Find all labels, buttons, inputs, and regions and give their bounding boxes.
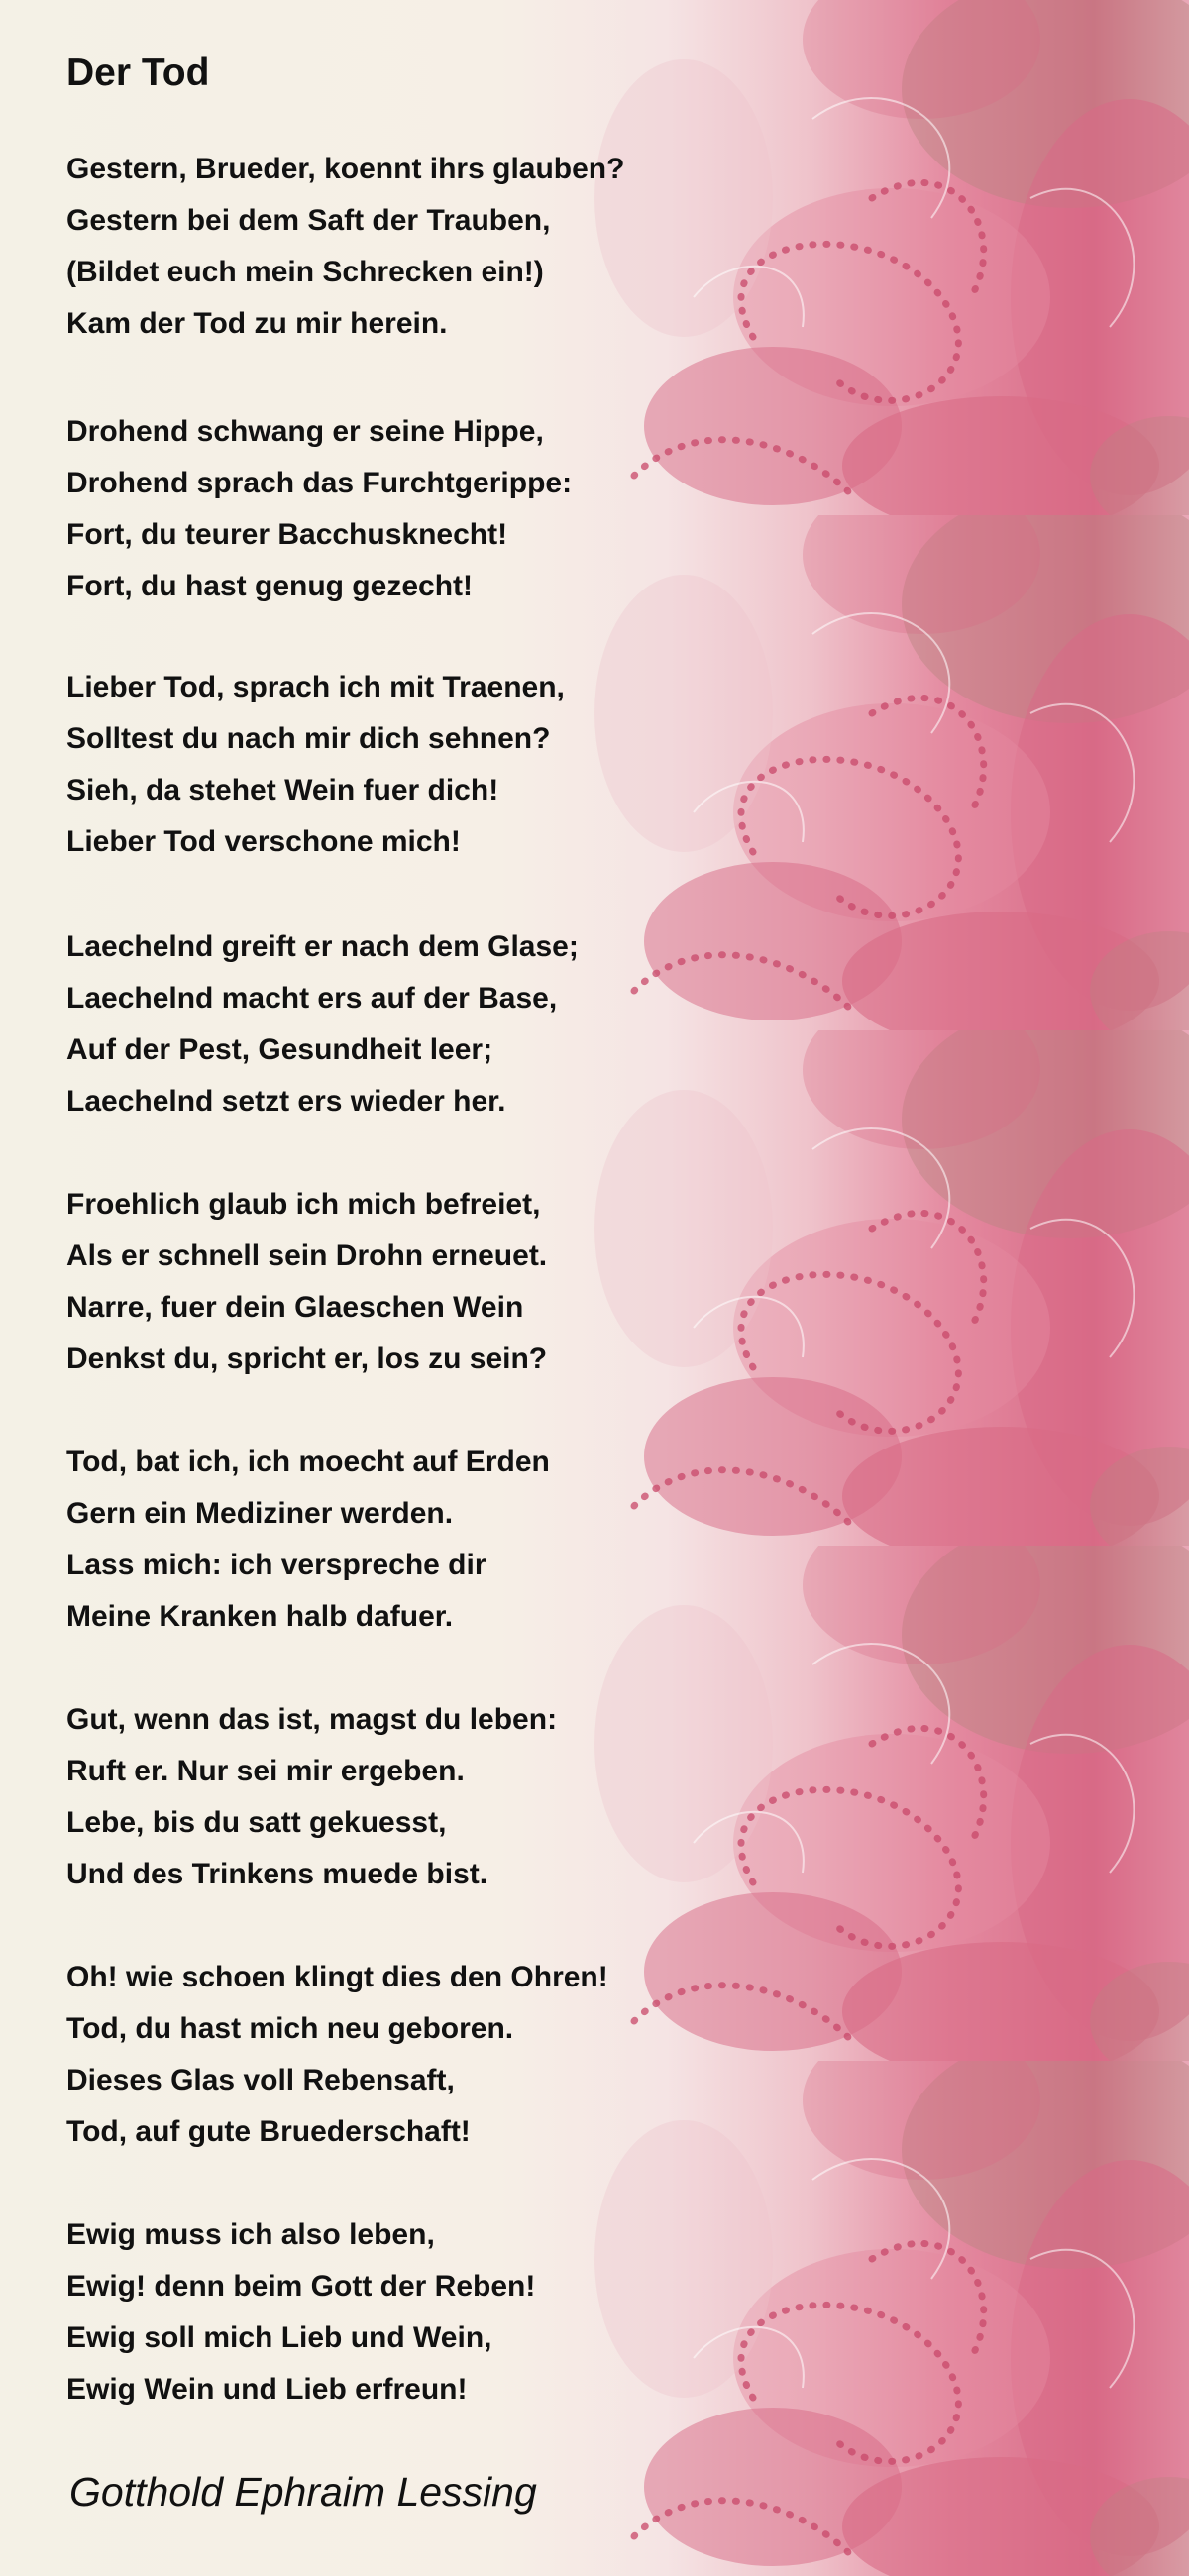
stanza <box>66 1179 958 1385</box>
poem-line: Laechelnd setzt ers wieder her. <box>66 1085 506 1118</box>
poem-line: Laechelnd macht ers auf der Base, <box>66 982 558 1015</box>
poem-line: Tod, auf gute Bruederschaft! <box>66 2115 471 2148</box>
poem-line: Laechelnd greift er nach dem Glase; <box>66 930 579 963</box>
poem-line: Ewig Wein und Lieb erfreun! <box>66 2373 468 2406</box>
poem-line: Gestern bei dem Saft der Trauben, <box>66 204 551 237</box>
poem-line: Drohend schwang er seine Hippe, <box>66 415 544 448</box>
poem-line: Tod, du hast mich neu geboren. <box>66 2012 514 2045</box>
poem-line: Ruft er. Nur sei mir ergeben. <box>66 1755 465 1787</box>
poem-line: Froehlich glaub ich mich befreiet, <box>66 1188 541 1221</box>
poem-line: Ewig soll mich Lieb und Wein, <box>66 2321 492 2354</box>
poem-author: Gotthold Ephraim Lessing <box>69 2469 537 2515</box>
poem-line: Ewig muss ich also leben, <box>66 2218 435 2251</box>
poem-line: Kam der Tod zu mir herein. <box>66 307 448 340</box>
poem-line: Tod, bat ich, ich moecht auf Erden <box>66 1446 550 1478</box>
poem-line: Narre, fuer dein Glaeschen Wein <box>66 1291 524 1324</box>
poem-line: Lebe, bis du satt gekuesst, <box>66 1806 447 1839</box>
stanza <box>66 144 958 350</box>
poem-line: Dieses Glas voll Rebensaft, <box>66 2064 455 2096</box>
poem-line: Fort, du hast genug gezecht! <box>66 570 473 602</box>
stanza <box>66 1694 958 1900</box>
stanza <box>66 921 958 1127</box>
poem-line: Denkst du, spricht er, los zu sein? <box>66 1342 548 1375</box>
stanza <box>66 1437 958 1643</box>
poem-line: Und des Trinkens muede bist. <box>66 1858 488 1890</box>
poem-title: Der Tod <box>66 52 210 94</box>
poem-line: Gestern, Brueder, koennt ihrs glauben? <box>66 153 625 185</box>
poem-line: Sieh, da stehet Wein fuer dich! <box>66 774 499 806</box>
poem-line: Gut, wenn das ist, magst du leben: <box>66 1703 558 1736</box>
poem-line: Fort, du teurer Bacchusknecht! <box>66 518 508 551</box>
poem-line: Drohend sprach das Furchtgerippe: <box>66 467 573 499</box>
poem-line: Als er schnell sein Drohn erneuet. <box>66 1239 548 1272</box>
poem-line: Lieber Tod verschone mich! <box>66 825 461 858</box>
stanza <box>66 1952 958 2158</box>
poem-line: Ewig! denn beim Gott der Reben! <box>66 2270 536 2303</box>
stanza <box>66 662 958 868</box>
stanza <box>66 2209 958 2415</box>
poem-line: Meine Kranken halb dafuer. <box>66 1600 454 1633</box>
poem-line: Oh! wie schoen klingt dies den Ohren! <box>66 1961 608 1993</box>
stanza <box>66 406 958 612</box>
poem-line: Lieber Tod, sprach ich mit Traenen, <box>66 671 565 703</box>
poem-line: (Bildet euch mein Schrecken ein!) <box>66 256 544 288</box>
poem-line: Lass mich: ich verspreche dir <box>66 1549 486 1581</box>
poem-line: Solltest du nach mir dich sehnen? <box>66 722 551 755</box>
poem-line: Auf der Pest, Gesundheit leer; <box>66 1033 493 1066</box>
poem-line: Gern ein Mediziner werden. <box>66 1497 454 1530</box>
